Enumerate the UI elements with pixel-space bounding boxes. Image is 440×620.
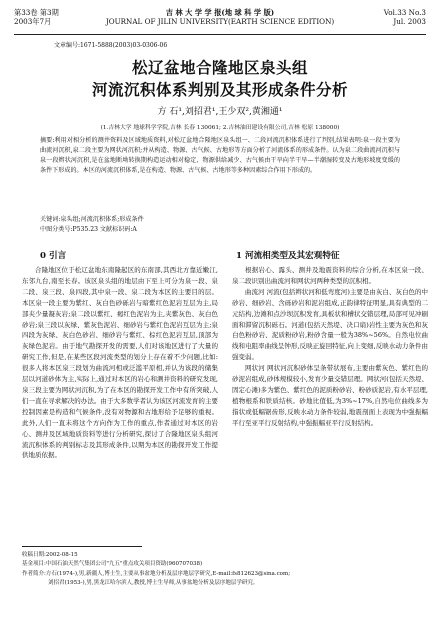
paper-title-line1: 松辽盆地合隆地区泉头组 xyxy=(131,58,308,77)
funding: 基金项目:中国石油天然气集团公司"九五"重点攻关项目资助(960707038) xyxy=(22,561,203,568)
left-column xyxy=(22,265,218,461)
author-bio-2: 刘招君(1953-),男,黑龙江哈尔滨人,教授,博士生导师,从事盆地分析及层序地层学研究。 xyxy=(48,580,259,587)
running-header xyxy=(14,8,426,35)
paper-title-line2: 河流沉积体系判别及其形成条件分析 xyxy=(91,80,348,99)
header-center xyxy=(14,8,426,26)
right-column xyxy=(232,265,428,429)
authors: 方 石¹,刘招君¹,王少双²,黄湘通¹ xyxy=(157,107,283,117)
section-1-paragraph-1: 根据岩心、露头、测井及地震资料的综合分析,在本区泉一段、泉二段识别出曲流河和网状河两种类型的沉积相。 xyxy=(232,266,428,285)
received-date: 收稿日期:2002-08-15 xyxy=(22,552,78,558)
footnotes xyxy=(22,551,418,589)
volume-issue-en: Vol.33 No.3 xyxy=(383,8,426,17)
footnote-rule xyxy=(22,546,142,547)
section-1-paragraph-2: 曲流河 河流(包括辫状河和低弯度河)主要是由灰白、灰白色的中砂岩、细砂岩、含砾砂岩和泥岩组成,正韵律特征明显,具有典型的二元结构,边滩和点沙坝沉积发育,具板状和槽状交错层理,局部可见冲刷面和滞留沉积砾石。河道(包括天然堤、决口扇)岩性主要为灰色和灰白色粉砂岩、泥质粉砂岩,粉砂含量一般为38%~56%。自然电位曲线和电阻率曲线呈钟形,反映正旋回特征,向上变细,反映水动力条件由强变弱。 xyxy=(232,287,428,362)
volume-issue: 第33卷 第3期 xyxy=(14,8,59,17)
keywords: 关键词:泉头组;河流沉积体系;形成条件 xyxy=(40,216,144,223)
publication-date: 2003年7月 xyxy=(14,17,52,26)
classification: 中图分类号:P535.23 文献标识码:A xyxy=(40,226,137,233)
article-id: 文章编号:1671-5888(2003)03-0306-06 xyxy=(54,42,168,49)
intro-paragraph: 合隆地区位于松辽盆地东南隆起区的东南部,其西北方靠近嫩江,东邻九台,南至长春。该区泉头组的地层由下至上可分为泉一段、泉二段、泉三段、泉四段,其中泉一段、泉二段为本区的主要目的层。本区泉一段主要为紫红、灰白色砂砾岩与暗紫红色泥岩互层为主,局部夹少量凝灰岩;泉二段以紫红、褐红色泥岩为主,夹紫灰色、灰白色砂岩;泉三段以灰绿、紫灰色泥岩、细砂岩与紫红色泥岩互层为主;泉四段为灰绿、灰白色砂岩、细砂岩与紫红、棕红色泥岩互层,顶部为灰绿色泥岩。由于地气勘探开发的需要,人们对该地区进行了大量的研究工作,但是,在某些区段河流类型的划分上存在着不少问题,比如:很多人将本区泉三段划为曲流河相或泛滥平原相,并认为该段的储集层以河道砂体为主,实际上,通过对本区的岩心和测井资料的研究发现,泉三段主要为网状河沉积,为了在本区的勘探开发工作中有所突破,人们一直在寻求解决的办法。由于大多数学者认为该区河流发育的主要控制因素是构造和气候条件,没有对物源和古地形给予足够的重视。此外,人们一直未将这个方向作为工作的重点,作者通过对本区的岩心、测井及区域地质资料等进行分析研究,探讨了合隆地区泉头组河流沉积体系的判别标志及其形成条件,以期为本区的勘探开发工作提供地质依据。 xyxy=(22,266,218,460)
journal-name-cn: 吉 林 大 学 学 报(地 球 科 学 版) xyxy=(165,8,275,17)
abstract: 摘要:利用对相分析的测井资料及区域地质资料,对松辽盆地合隆地区泉头组一、二段河流沉积体系进行了判别,结果表明:泉一段主要为曲流河沉积,泉二段主要为网状河沉积;并从构造、物源、古气候、古地形等方面分析了河流体系的形成条件。认为泉二段曲流河沉积与泉一段辫状河沉积,是在盆地断坳转换期构造运动相对稳定、物源供给减少、古气候由干旱向半干旱—半潮湿转变及古地形坡度变缓的条件下形成的。本区的河流沉积体系,是在构造、物源、古气候、古地形等多种因素综合作用下形成的。 xyxy=(40,137,400,174)
section-1-heading: 1 河流相类型及其宏观特征 xyxy=(236,251,340,261)
author-bio-1: 作者简介:方石(1974-),男,新疆人,博士生,主要从事盆地分析及层序地层学研究,E-mail:fs812623@sina.com; xyxy=(22,570,291,577)
header-right xyxy=(384,8,426,26)
affiliation: (1.吉林大学 地球科学学院,吉林 长春 130061; 2.吉林油田建设有限公司,吉林 松原 138000) xyxy=(100,125,340,131)
publication-date-en: Jul. 2003 xyxy=(393,17,426,26)
section-0-heading: 0 引言 xyxy=(40,251,67,261)
section-1-paragraph-3: 网状河 网状河沉积砂体呈条带状展布,主要由紫灰色、紫红色的砂泥岩组成,砂体规模较小,发育少量交错层理。网状河(包括天然堤、固定心滩)多为紫色、紫红色的泥质粉砂岩、粉砂质泥岩,有水平层理,植物根系和铁质结核。砂地比值低,为3%~17%,自然电位曲线多为指状或低幅锯齿形,反映水动力条件较弱,地震剖面上表现为中强振幅平行至亚平行反射结构,中强振幅亚平行反射结构。 xyxy=(232,364,428,427)
journal-name-en: JOURNAL OF JILIN UNIVERSITY(EARTH SCIENCE EDITION) xyxy=(105,17,335,26)
